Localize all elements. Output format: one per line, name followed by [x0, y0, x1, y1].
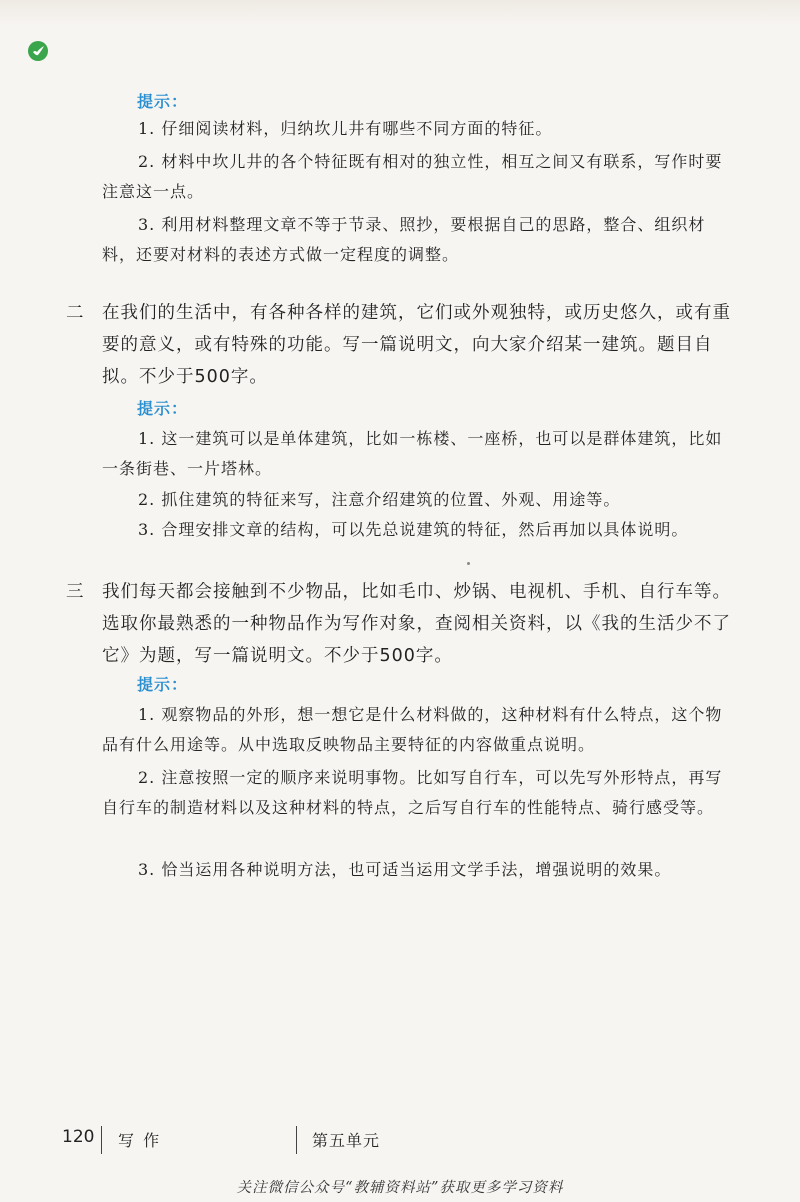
page-number: 120 [62, 1127, 95, 1147]
hint-item: 1. 仔细阅读材料，归纳坎儿井有哪些不同方面的特征。 [138, 119, 553, 138]
footer-divider [101, 1126, 102, 1154]
speck [467, 562, 470, 565]
footer-divider [296, 1126, 297, 1154]
green-leaf-logo-icon [27, 40, 49, 62]
top-edge [0, 0, 800, 26]
hint-item: 2. 注意按照一定的顺序来说明事物。比如写自行车，可以先写外形特点，再写自行车的制造材料以及这种材料的特点，之后写自行车的性能特点、骑行感受等。 [102, 768, 723, 817]
task-number: 三 [66, 582, 84, 602]
task-prompt: 我们每天都会接触到不少物品，比如毛巾、炒锅、电视机、手机、自行车等。选取你最熟悉的一种物品作为写作对象，查阅相关资料，以《我的生活少不了它》为题，写一篇说明文。不少于500字。 [102, 582, 731, 666]
hint-item: 3. 合理安排文章的结构，可以先总说建筑的特征，然后再加以具体说明。 [138, 520, 689, 539]
hint-item: 1. 观察物品的外形，想一想它是什么材料做的，这种材料有什么特点，这个物品有什么用途等。从中选取反映物品主要特征的内容做重点说明。 [102, 705, 723, 754]
hint-label: 提示： [137, 399, 189, 418]
hint-label: 提示： [137, 92, 189, 111]
hint-item: 2. 抓住建筑的特征来写，注意介绍建筑的位置、外观、用途等。 [138, 490, 621, 509]
hint-item: 3. 恰当运用各种说明方法，也可适当运用文学手法，增强说明的效果。 [138, 860, 672, 879]
hint-label: 提示： [137, 675, 189, 694]
watermark-text: 关注微信公众号“教辅资料站”获取更多学习资料 [236, 1180, 564, 1196]
footer-section: 写 作 [118, 1131, 162, 1150]
task-prompt: 在我们的生活中，有各种各样的建筑，它们或外观独特，或历史悠久，或有重要的意义，或有特殊的功能。写一篇说明文，向大家介绍某一建筑。题目自拟。不少于500字。 [102, 303, 731, 387]
hint-item: 3. 利用材料整理文章不等于节录、照抄，要根据自己的思路，整合、组织材料，还要对材料的表述方式做一定程度的调整。 [102, 215, 706, 264]
footer-unit: 第五单元 [312, 1131, 381, 1150]
hint-item: 2. 材料中坎儿井的各个特征既有相对的独立性，相互之间又有联系，写作时要注意这一点。 [102, 152, 723, 201]
task-number: 二 [66, 303, 84, 323]
hint-item: 1. 这一建筑可以是单体建筑，比如一栋楼、一座桥，也可以是群体建筑，比如一条街巷、一片塔林。 [102, 429, 723, 478]
